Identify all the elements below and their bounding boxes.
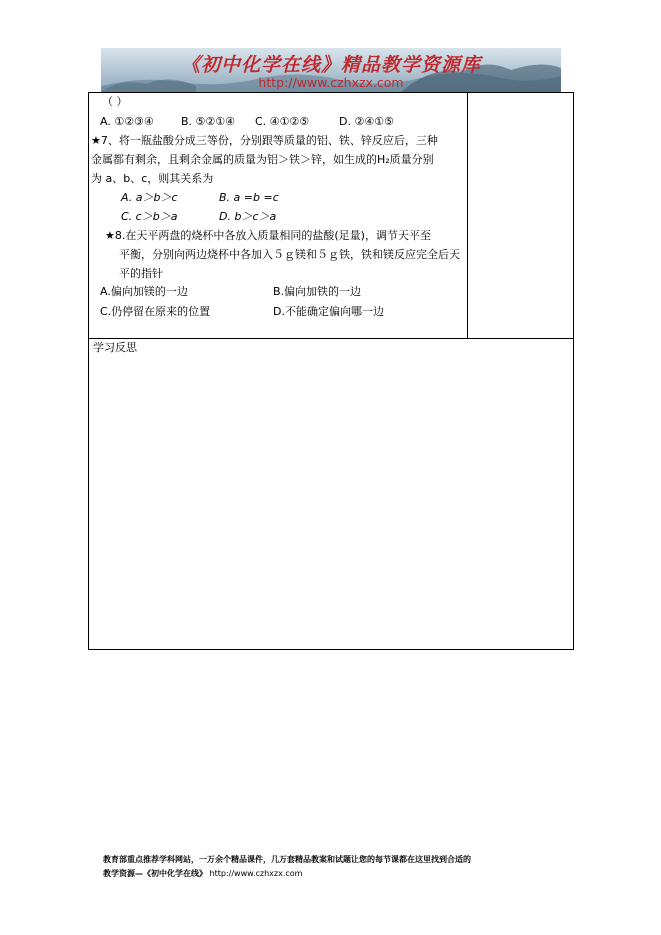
q7-line-2: 金属都有剩余，且剩余金属的质量为铝＞铁＞锌，如生成的H₂质量分别	[91, 153, 434, 166]
header-banner	[101, 48, 561, 92]
q6-option-b: B. ⑤②①④	[181, 115, 235, 128]
q8-option-c: C.仍停留在原来的位置	[100, 305, 211, 318]
footer-text-2: 教学资源—《初中化学在线》	[103, 869, 207, 878]
q7-option-a: A. a＞b＞c	[121, 191, 178, 204]
q6-option-a: A. ①②③④	[100, 115, 154, 128]
q7-line-1: ★7、将一瓶盐酸分成三等份，分别跟等质量的铝、铁、锌反应后，三种	[91, 134, 438, 147]
q7-option-b: B. a =b =c	[219, 191, 279, 204]
q7-line-3: 为 a、b、c，则其关系为	[91, 172, 214, 185]
reflection-box	[88, 338, 574, 650]
banner-title: 《初中化学在线》精品教学资源库	[180, 54, 481, 76]
reflection-label: 学习反思	[93, 341, 137, 354]
footer-line-2	[103, 869, 302, 879]
table-divider	[467, 92, 468, 339]
q6-blank: （ ）	[102, 95, 128, 108]
banner-url[interactable]: http://www.czhxzx.com	[258, 75, 404, 90]
q6-option-c: C. ④①②⑤	[255, 115, 310, 128]
q8-line-1: ★8.在天平两盘的烧杯中各放入质量相同的盐酸(足量)，调节天平至	[105, 229, 431, 242]
q7-option-d: D. b＞c＞a	[219, 210, 277, 223]
footer-line-1	[103, 855, 471, 865]
q8-option-d: D.不能确定偏向哪一边	[273, 305, 384, 318]
q7-option-c: C. c＞b＞a	[121, 210, 178, 223]
q8-option-b: B.偏向加铁的一边	[273, 285, 362, 298]
q6-option-d: D. ②④①⑤	[339, 115, 394, 128]
footer-url[interactable]: http://www.czhxzx.com	[209, 869, 303, 878]
q8-line-3: 平的指针	[119, 267, 163, 280]
footer-text-1: 教育部重点推荐学科网站，一万余个精品课件，几万套精品教案和试题让您的每节课都在这里找到合适的	[103, 855, 471, 864]
q8-option-a: A.偏向加镁的一边	[100, 285, 188, 298]
q8-line-2: 平衡，分别向两边烧杯中各加入５ｇ镁和５ｇ铁，铁和镁反应完全后天	[119, 248, 460, 261]
